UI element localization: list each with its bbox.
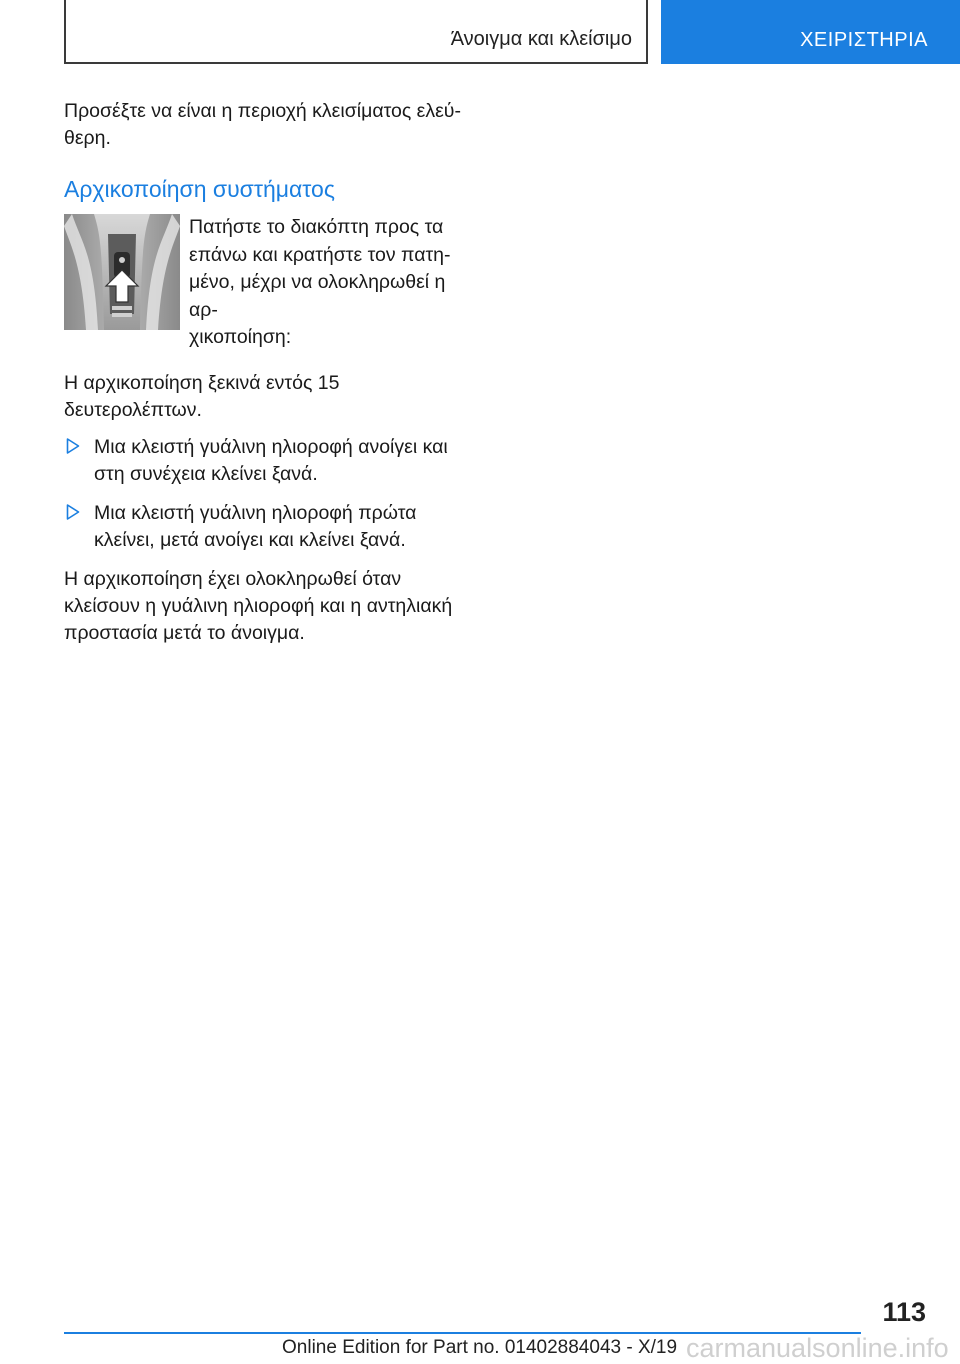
watermark: carmanualsonline.info: [686, 1333, 949, 1363]
triangle-bullet-icon: [66, 437, 80, 455]
closing-paragraph: Η αρχικοποίηση έχει ολοκληρωθεί όταν κλείσουν η γυάλινη ηλιοροφή και η αντηλιακή προστασία μετά το άνοιγμα.: [64, 567, 453, 644]
triangle-bullet-icon: [66, 503, 80, 521]
list-item-text: Μια κλειστή γυάλινη ηλιοροφή πρώτα κλείνει, μετά ανοίγει και κλείνει ξανά.: [94, 501, 417, 551]
header-chapter-label: ΧΕΙΡΙΣΤΗΡΙΑ: [800, 29, 928, 51]
list-item-text: Μια κλειστή γυάλινη ηλιοροφή ανοίγει και στη συνέχεια κλείνει ξανά.: [94, 435, 448, 485]
footer-edition: Online Edition for Part no. 01402884043 - X/19: [282, 1337, 678, 1358]
instruction-line: χικοποίηση:: [189, 326, 292, 348]
list-item: [64, 434, 478, 488]
instruction-line: Πατήστε το διακόπτη προς τα: [189, 216, 444, 238]
header-chapter-tab: [661, 0, 960, 64]
main-content: [64, 98, 478, 647]
figure-instruction: [189, 214, 478, 352]
intro-paragraph: Προσέξτε να είναι η περιοχή κλεισίματος ελεύ-θερη.: [64, 100, 461, 149]
instruction-line: επάνω και κρατήστε τον πατη-: [189, 243, 451, 266]
page-number: 113: [882, 1297, 926, 1327]
instruction-line: μένο, μέχρι να ολοκληρωθεί η αρ-: [189, 271, 446, 321]
list-item: [64, 500, 478, 554]
bullet-list: [64, 434, 478, 554]
header-section-title: Άνοιγμα και κλείσιμο: [450, 28, 632, 50]
section-heading: Αρχικοποίηση συστήματος: [64, 176, 335, 202]
start-note: Η αρχικοποίηση ξεκινά εντός 15 δευτερολέπτων.: [64, 371, 340, 421]
figure-block: [64, 214, 478, 352]
header-section-box: [64, 0, 648, 64]
roof-switch-illustration-icon: [64, 214, 180, 330]
